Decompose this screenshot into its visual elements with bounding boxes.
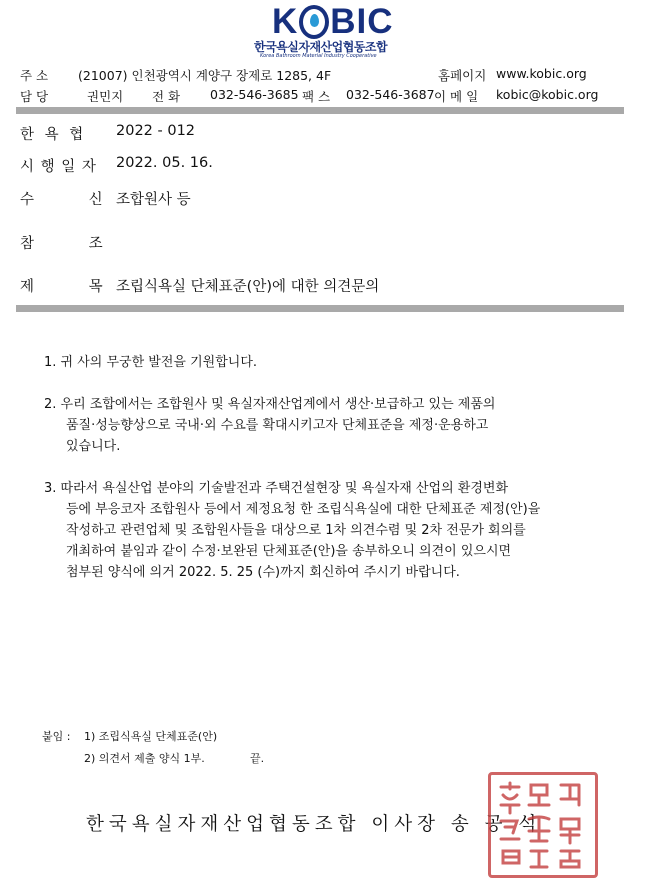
logo-korean-name: 한국욕실자재산업협동조합 xyxy=(254,40,388,54)
fax-value: 032-546-3687 xyxy=(346,87,435,102)
homepage-label: 홈페이지 xyxy=(438,68,487,83)
doc-no-label: 한 욕 협 xyxy=(20,127,87,143)
logo-wordmark: K BIC xyxy=(272,2,394,41)
doc-no-value: 2022 - 012 xyxy=(116,123,196,139)
paragraph-3-line-2: 등에 부응코자 조합원사 등에서 제정요청 한 조립식욕실에 대한 단체표준 제정(안)을 xyxy=(66,502,541,517)
bottom-divider xyxy=(16,305,624,312)
reference-label: 참 조 xyxy=(20,236,103,252)
recipient-label: 수 신 xyxy=(20,192,103,208)
paragraph-2-line-3: 있습니다. xyxy=(66,439,121,454)
email-label: 이 메 일 xyxy=(434,89,479,104)
paragraph-2-line-2: 품질·성능향상으로 국내·외 수요를 확대시키고자 단체표준을 제정·운용하고 xyxy=(66,418,489,433)
subject-value: 조립식욕실 단체표준(안)에 대한 의견문의 xyxy=(116,279,380,295)
phone-label: 전 화 xyxy=(152,89,181,104)
address-label: 주 소 xyxy=(20,68,49,83)
logo-drop-icon xyxy=(299,5,329,39)
attachment-label: 붙임 : xyxy=(42,730,71,743)
contact-label: 담 당 xyxy=(20,89,49,104)
phone-value: 032-546-3685 xyxy=(210,87,299,102)
paragraph-3-line-1: 3. 따라서 욕실산업 분야의 기술발전과 주택건설현장 및 욕실자재 산업의 환경변화 xyxy=(44,481,509,496)
logo-english-name: Korea Bathroom Material Industry Cooperative xyxy=(260,53,377,59)
official-seal-stamp xyxy=(488,772,598,878)
attachment-end: 끝. xyxy=(250,752,265,765)
homepage-link[interactable]: www.kobic.org xyxy=(496,66,587,81)
email-link[interactable]: kobic@kobic.org xyxy=(496,87,599,102)
seal-icon xyxy=(491,775,595,875)
paragraph-3-line-3: 작성하고 관련업체 및 조합원사들을 대상으로 1차 의견수렴 및 2차 전문가 회의를 xyxy=(66,523,526,538)
paragraph-3-line-5: 첨부된 양식에 의거 2022. 5. 25 (수)까지 회신하여 주시기 바랍니다. xyxy=(66,565,460,580)
top-divider xyxy=(16,107,624,114)
kobic-logo xyxy=(250,2,420,58)
signature-line: 한국욕실자재산업협동조합 이사장 송 공 석 xyxy=(86,814,542,835)
address-value: (21007) 인천광역시 계양구 장제로 1285, 4F xyxy=(78,68,332,83)
attachment-item-1: 1) 조립식욕실 단체표준(안) xyxy=(84,730,218,743)
date-label: 시 행 일 자 xyxy=(20,159,97,175)
fax-label: 팩 스 xyxy=(302,89,331,104)
subject-label: 제 목 xyxy=(20,279,103,295)
date-value: 2022. 05. 16. xyxy=(116,155,213,171)
recipient-value: 조합원사 등 xyxy=(116,192,191,208)
paragraph-1: 1. 귀 사의 무궁한 발전을 기원합니다. xyxy=(44,355,258,370)
attachment-item-2: 2) 의견서 제출 양식 1부. xyxy=(84,752,205,765)
contact-name: 권민지 xyxy=(87,89,124,104)
paragraph-2-line-1: 2. 우리 조합에서는 조합원사 및 욕실자재산업계에서 생산·보급하고 있는 제품의 xyxy=(44,397,496,412)
paragraph-3-line-4: 개최하여 붙임과 같이 수정·보완된 단체표준(안)을 송부하오니 의견이 있으시면 xyxy=(66,544,512,559)
